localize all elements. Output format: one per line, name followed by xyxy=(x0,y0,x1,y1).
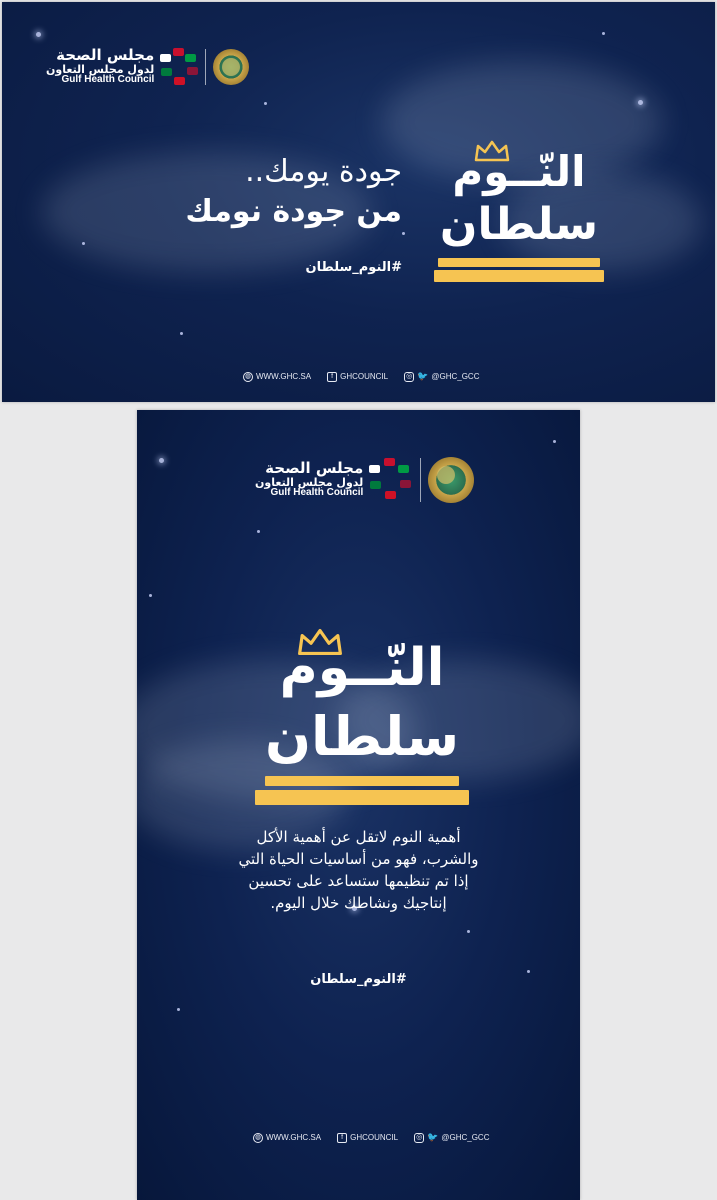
logo-subname-ar: لدول مجلس التعاون xyxy=(46,62,155,76)
instagram-icon: ◎ xyxy=(406,373,413,380)
campaign-title-line-2: سلطان xyxy=(264,705,460,768)
campaign-logo xyxy=(255,628,469,808)
banner-landscape xyxy=(2,2,715,402)
facebook-icon: f xyxy=(327,372,337,382)
accent-bar-top xyxy=(265,776,459,786)
star xyxy=(82,242,85,245)
body-line-1: أهمية النوم لاتقل عن أهمية الأكل xyxy=(256,828,461,846)
star xyxy=(638,100,643,105)
star xyxy=(257,530,260,533)
logo-subname-ar: لدول مجلس التعاون xyxy=(255,475,364,489)
logo-text xyxy=(46,48,154,86)
footer-links xyxy=(243,371,479,382)
logo-divider xyxy=(420,458,421,502)
headline-line-1: جودة يومك.. xyxy=(245,154,402,189)
social-link[interactable] xyxy=(414,1132,489,1143)
star xyxy=(264,102,267,105)
logo-name-ar: مجلس الصحة xyxy=(56,46,155,65)
campaign-title-line-1: النّــوم xyxy=(452,147,586,196)
social-text: @GHC_GCC xyxy=(431,372,480,381)
instagram-icon: ◎ xyxy=(416,1134,423,1141)
twitter-icon: 🐦 xyxy=(427,1132,439,1142)
facebook-text: GHCOUNCIL xyxy=(340,372,389,381)
poster-portrait xyxy=(137,410,580,1200)
body-line-3: إذا تم تنظيمها ستساعد على تحسين xyxy=(248,872,469,890)
website-text: WWW.GHC.SA xyxy=(266,1133,322,1142)
twitter-icon: 🐦 xyxy=(417,371,429,381)
gcc-flags-icon xyxy=(369,458,413,502)
logo-divider xyxy=(205,49,206,85)
logo-name-ar: مجلس الصحة xyxy=(265,459,364,478)
logo-name-en: Gulf Health Council xyxy=(61,74,155,86)
headline-line-2: من جودة نومك xyxy=(185,194,402,229)
logo-text xyxy=(255,461,363,499)
accent-bar-bottom xyxy=(434,270,604,282)
facebook-link[interactable] xyxy=(327,372,388,382)
facebook-link[interactable] xyxy=(337,1133,398,1143)
hashtag: #النوم_سلطان xyxy=(310,972,407,987)
globe-icon: ◍ xyxy=(254,1134,262,1141)
gulf-health-council-logo xyxy=(46,48,249,86)
logo-name-en: Gulf Health Council xyxy=(270,487,364,499)
globe-icon: ◍ xyxy=(244,373,252,380)
hashtag: #النوم_سلطان xyxy=(305,260,402,275)
campaign-title-line-1: النّــوم xyxy=(279,638,445,698)
star xyxy=(402,232,405,235)
star xyxy=(467,930,470,933)
accent-bar-top xyxy=(438,258,600,267)
star xyxy=(602,32,605,35)
gcc-emblem-icon xyxy=(213,49,249,85)
star xyxy=(553,440,556,443)
star xyxy=(149,594,152,597)
facebook-icon: f xyxy=(337,1133,347,1143)
star xyxy=(177,1008,180,1011)
footer-links xyxy=(253,1132,489,1143)
star xyxy=(36,32,41,37)
accent-bar-bottom xyxy=(255,790,469,805)
star xyxy=(159,458,164,463)
gulf-health-council-logo xyxy=(255,457,474,503)
website-link[interactable] xyxy=(243,372,311,382)
social-link[interactable] xyxy=(404,371,479,382)
campaign-title-line-2: سلطان xyxy=(439,199,599,250)
website-text: WWW.GHC.SA xyxy=(256,372,312,381)
star xyxy=(180,332,183,335)
facebook-text: GHCOUNCIL xyxy=(350,1133,399,1142)
website-link[interactable] xyxy=(253,1133,321,1143)
headline xyxy=(185,152,402,232)
campaign-logo xyxy=(434,140,604,285)
body-line-4: إنتاجيك ونشاطك خلال اليوم. xyxy=(270,894,447,912)
body-paragraph xyxy=(197,826,520,914)
body-line-2: والشرب، فهو من أساسيات الحياة التي xyxy=(238,850,479,868)
gcc-flags-icon xyxy=(160,48,198,86)
gcc-emblem-icon xyxy=(428,457,474,503)
social-text: @GHC_GCC xyxy=(441,1133,490,1142)
